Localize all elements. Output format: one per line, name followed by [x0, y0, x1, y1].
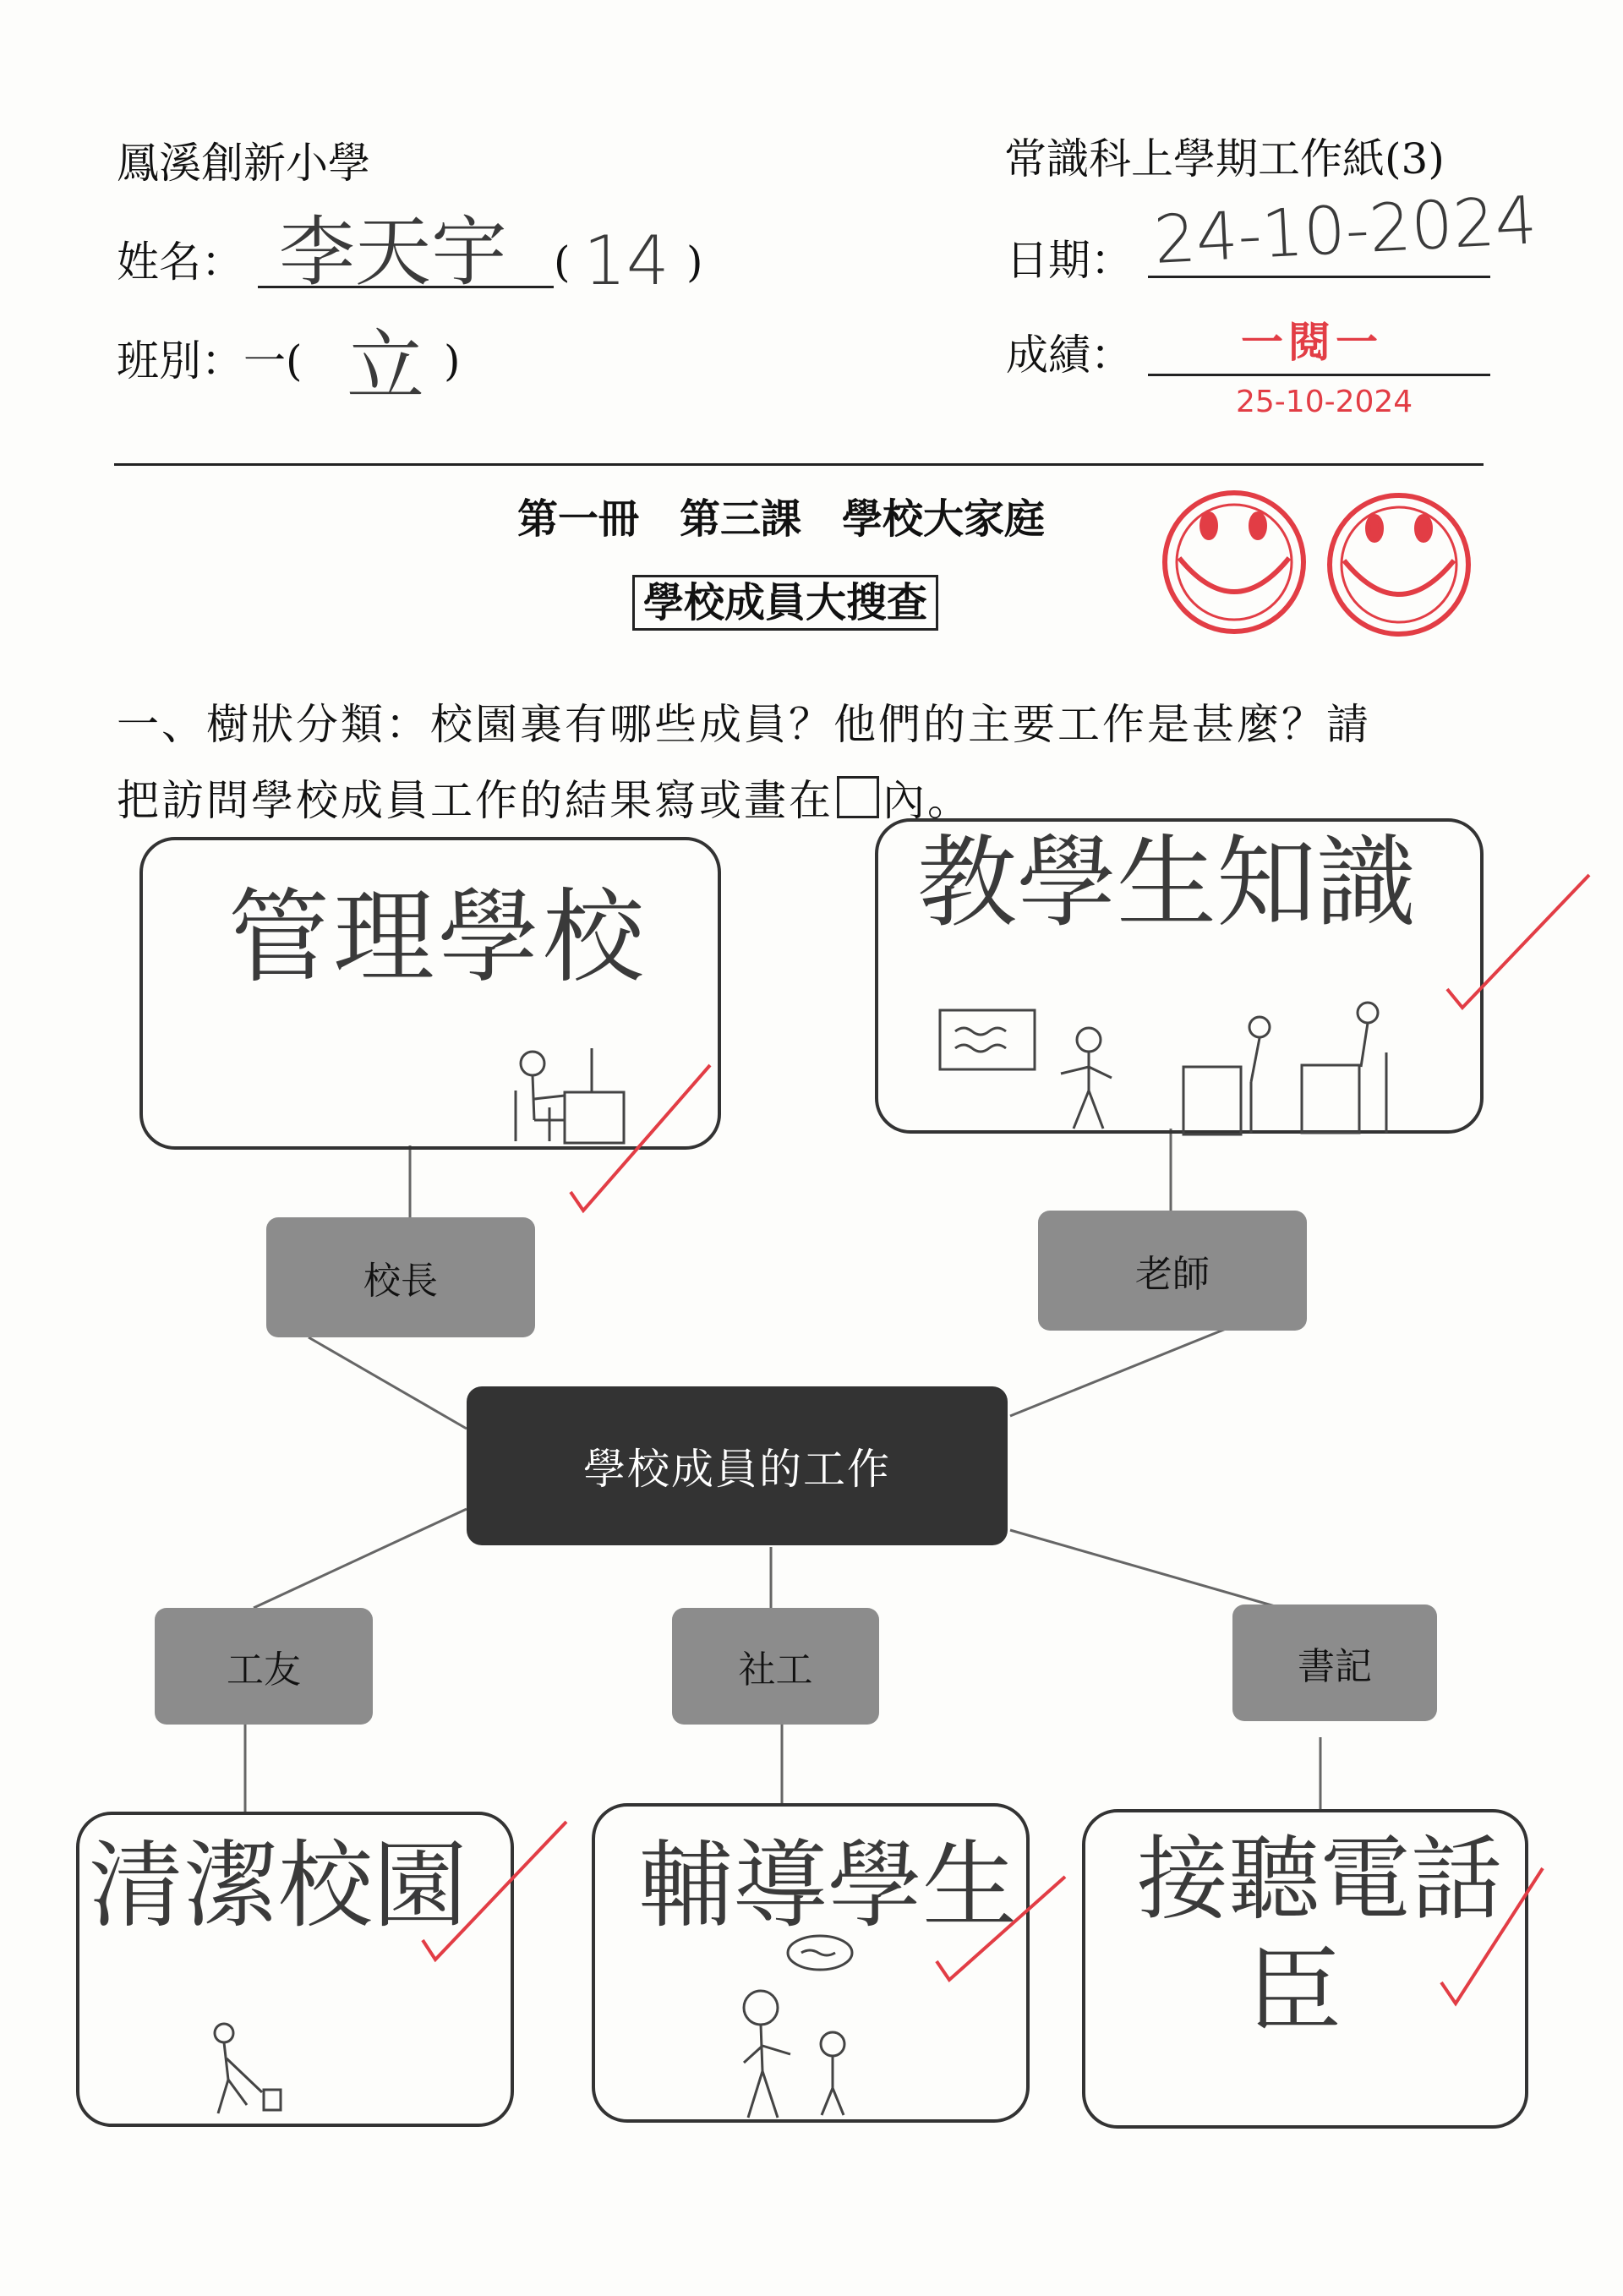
header-separator	[114, 463, 1484, 466]
date-label: 日期：	[1006, 236, 1133, 285]
grade-underline	[1148, 374, 1490, 376]
question-line-2-before: 把訪問學校成員工作的結果寫或畫在	[117, 776, 833, 825]
question-line-2-after: 內。	[883, 776, 972, 825]
member-label-teacher: 老師	[1038, 1211, 1307, 1331]
question-line-1: 一、樹狀分類：校園裏有哪些成員？他們的主要工作是甚麼？請	[117, 700, 1371, 749]
member-label-clerk: 書記	[1232, 1604, 1437, 1721]
grade-label: 成績：	[1006, 331, 1133, 380]
answer-text-janitor: 清潔校園	[89, 1831, 467, 1941]
question-line-2	[117, 776, 972, 825]
answer-text-teacher: 教學生知識	[917, 824, 1417, 941]
smiley-icon	[1330, 495, 1468, 634]
class-value[interactable]: 立	[347, 321, 425, 412]
school-name: 鳳溪創新小學	[117, 139, 370, 188]
lesson-subtitle: 學校成員大搜查	[632, 575, 938, 631]
answer-text-clerk-extra: 臣	[1247, 1937, 1342, 2047]
member-label-principal: 校長	[266, 1217, 535, 1337]
student-no-open: (	[554, 238, 571, 287]
member-label-janitor: 工友	[155, 1608, 373, 1725]
student-no-value[interactable]: 14	[583, 221, 669, 300]
date-value[interactable]: 24-10-2024	[1151, 183, 1539, 279]
student-no-close: )	[686, 238, 703, 287]
smiley-icon	[1165, 493, 1303, 631]
answer-text-social-worker: 輔導學生	[638, 1831, 1017, 1941]
name-label: 姓名：	[117, 238, 243, 287]
grade-stamp: 一閱一	[1241, 318, 1383, 367]
class-close: )	[444, 336, 461, 385]
class-label: 班別：一(	[117, 336, 303, 385]
grade-date: 25-10-2024	[1236, 385, 1413, 419]
diagram-center: 學校成員的工作	[467, 1386, 1008, 1545]
worksheet-title: 常識科上學期工作紙(3)	[1004, 134, 1445, 183]
answer-text-clerk: 接聽電話	[1137, 1827, 1503, 1932]
member-label-social-worker: 社工	[672, 1608, 879, 1725]
answer-text-principal: 管理學校	[228, 879, 648, 997]
answer-box-icon	[837, 776, 879, 818]
lesson-title: 第一冊 第三課 學校大家庭	[517, 495, 1046, 543]
name-value[interactable]: 李天宇	[279, 208, 507, 297]
